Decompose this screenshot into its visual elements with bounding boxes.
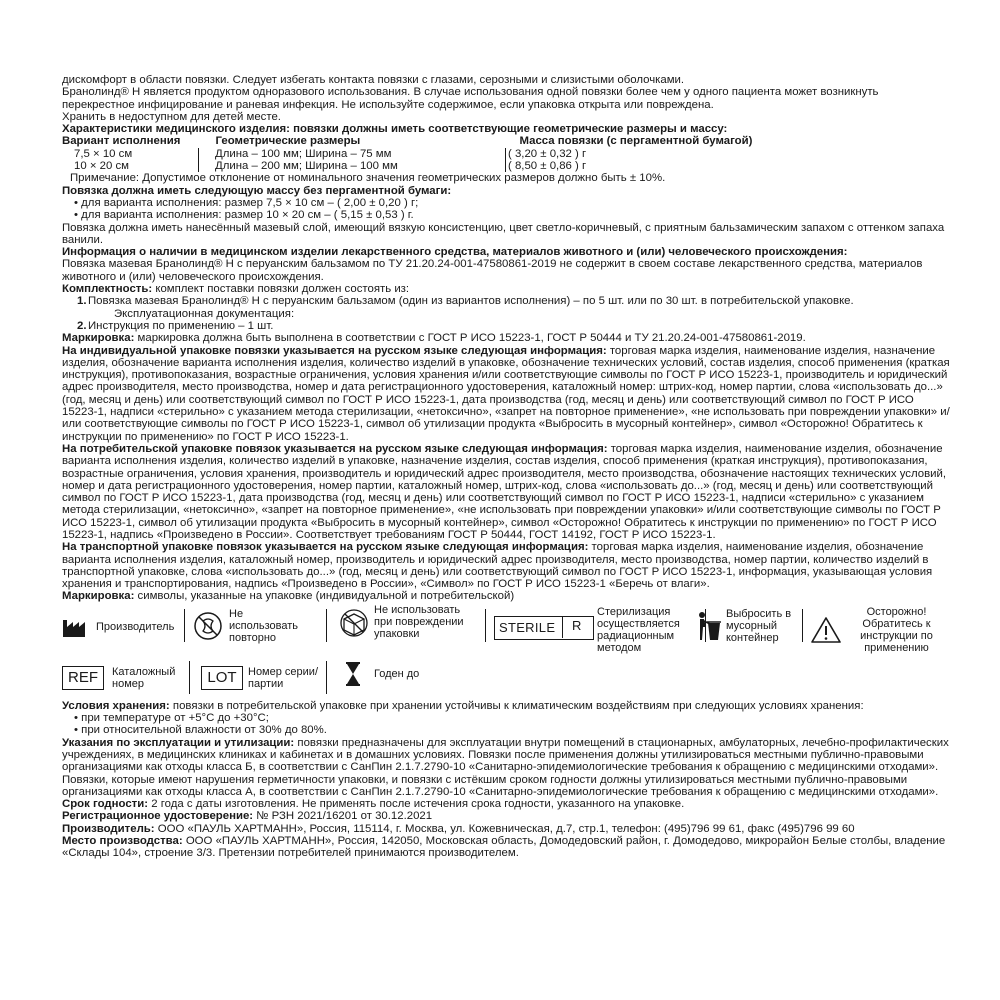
- variant-cell: 7,5 × 10 см: [74, 147, 133, 160]
- transport-pack-paragraph: На транспортной упаковке повязок указывается на русском языке следующая информация: торговая марка изделия, наименование изделия, обозначение варианта исполнения изделия, каталожный номер, производитель и юридический адрес производителя, место производства, номер партии, количество изделий в транспортной упаковке, слова «использовать до...» (год, месяц и день) или соответствующий символ по ГОСТ Р ИСО 15223-1, информация, указывающая условия хранения и транспортирования, надпись «Произведено в России», «Символ» по ГОСТ Р ИСО 15223-1 «Беречь от влаги».: [62, 541, 933, 591]
- symbol-sterilization-label: Стерилизация осуществляется радиационным методом: [597, 605, 680, 654]
- symbol-no-reuse-label: Не использовать повторно: [229, 607, 299, 644]
- list-number: 2.: [77, 319, 87, 332]
- caution-icon: [810, 615, 842, 645]
- consumer-pack-paragraph: На потребительской упаковке повязок указывается на русском языке следующая информация: торговая марка изделия, наименование изделия, обозначение варианта исполнения изделия, количество изделий в упаковке, назначение изделия, состав изделия, способ применения (краткая инструкция), противопоказания, возрастные ограничения, условия хранения, производитель и юридический адрес производителя, место производства, обозначение настоящих технических условий, номер и дата регистрационного удостоверения, номер партии, каталожный номер, штрих-код, слова «использовать до...» (год, месяц и день) или соответствующий символ по ГОСТ Р ИСО 15223-1, дата производства (год, месяц и день) или соответствующий символ по ГОСТ Р ИСО 15223-1, надписи «стерильно» с указанием метода стерилизации, «нетоксично», «запрет на повторное применение», «не использовать при повреждении упаковки» и/или соответствующие символы по ГОСТ Р ИСО 15223-1, символ об утилизации продукта «Выбросить в мусорный контейнер», символ «Осторожно! Обратитесь к инструкции по применению» по ГОСТ Р ИСО 15223-1, надпись «Произведено в России». Соответствует требованиям ГОСТ Р 50444, ГОСТ 14192, ГОСТ Р ИСО 15223-1.: [62, 442, 947, 541]
- storage-item: • при относительной влажности от 30% до 80%.: [74, 724, 327, 737]
- dimensions-cell: Длина – 100 мм; Ширина – 75 мм: [199, 148, 506, 160]
- mass-item: • для варианта исполнения: размер 10 × 20 см – ( 5,15 ± 0,53 ) г.: [74, 209, 414, 222]
- factory-icon: [62, 616, 90, 638]
- symbol-sterile: [494, 616, 594, 640]
- symbols-marking-paragraph: Маркировка: символы, указанные на упаковке (индивидуальной и потребительской): [62, 590, 515, 603]
- list-text: Инструкция по применению – 1 шт.: [88, 319, 274, 332]
- drug-info-heading: Информация о наличии в медицинском изделии лекарственного средства, материалов животного и (или) человеческого происхождения:: [62, 246, 848, 259]
- shelf-life-paragraph: Срок годности: 2 года с даты изготовления. Не применять после истечения срока годности, указанного на упаковке.: [62, 798, 685, 811]
- storage-paragraph: Условия хранения: повязки в потребительской упаковке при хранении устойчивы к климатическим воздействиям при следующих условиях хранения:: [62, 699, 864, 712]
- table-row: [62, 160, 752, 172]
- symbol-caution: [810, 606, 944, 654]
- divider: [485, 609, 486, 642]
- symbol-caution-label: Осторожно! Обратитесь к инструкции по применению: [860, 605, 933, 654]
- header-dimensions: Геометрические размеры: [215, 135, 361, 148]
- hourglass-icon: [344, 660, 362, 688]
- intro-line-1: дискомфорт в области повязки. Следует избегать контакта повязки с глазами, серозными и слизистыми оболочками.: [62, 74, 685, 86]
- symbol-lot-label: Номер серии/партии: [248, 665, 318, 690]
- symbols-legend: [62, 604, 952, 700]
- mass-item: • для варианта исполнения: размер 7,5 × 10 см – ( 2,00 ± 0,20 ) г;: [74, 196, 419, 209]
- usage-paragraph: Указания по эксплуатации и утилизации: повязки предназначены для эксплуатации внутри помещений в стационарных, амбулаторных, лечебно-профилактических учреждениях, в медицинских клиниках и кабинетах и в домашних условиях. Повязки после применения должны утилизироваться местными публично-правовыми организациями как отходы класса Б, в соответствии с СанПин 2.1.7.2790-10 «Санитарно-эпидемиологические требования к обращению с медицинскими отходами». Повязки, которые имеют нарушения герметичности упаковки, и повязки с истёкшим сроком годности должны утилизироваться местными публично-правовыми организациями как отходы класса А, в соответствии с СанПин 2.1.7.2790-10 «Санитарно-эпидемиологические требования к обращению с медицинскими отходами».: [62, 736, 949, 798]
- variants-table: [62, 135, 752, 172]
- variants-table-header: [62, 135, 752, 147]
- storage-item: • при температуре от +5°C до +30°C;: [74, 712, 269, 725]
- divider: [189, 661, 190, 694]
- production-site-paragraph: Место производства: ООО «ПАУЛЬ ХАРТМАНН», Россия, 142050, Московская область, Домодедовский район, г. Домодедово, микрорайон Белые столбы, владение «Склады 104», строение 3/3. Претензии потребителей принимаются производителем.: [62, 835, 946, 860]
- instruction-document: [62, 74, 952, 860]
- characteristics-note: Примечание: Допустимое отклонение от номинального значения геометрических размеров должно быть ± 10%.: [70, 172, 666, 185]
- symbol-ref-label: Каталожный номер: [112, 665, 176, 690]
- registration-paragraph: Регистрационное удостоверение: № РЗН 2021/16201 от 30.12.2021: [62, 810, 433, 823]
- mass-cell: ( 3,20 ± 0,32 ) г: [506, 148, 753, 160]
- divider: [802, 609, 803, 642]
- marking-paragraph: Маркировка: маркировка должна быть выполнена в соответствии с ГОСТ Р ИСО 15223-1, ГОСТ Р 50444 и ТУ 21.20.24-001-47580861-2019.: [62, 332, 806, 345]
- divider: [326, 661, 327, 694]
- symbol-no-reuse: [193, 608, 309, 644]
- intro-line-2: Бранолинд® Н является продуктом одноразового использования. В случае использования одной повязки более чем у одного пациента может возникнуть перекрестное инфицирование и раневая инфекция. Не используйте содержимое, если упаковка открыта или повреждена.: [62, 86, 879, 111]
- variant-cell: 10 × 20 см: [74, 160, 130, 173]
- drug-info-text: Повязка мазевая Бранолинд® Н с перуанским бальзамом по ТУ 21.20.24-001-47580861-2019 не содержит в своем составе лекарственного средства, материалов животного и (или) человеческого происхождения.: [62, 258, 923, 283]
- sterile-text: STERILE: [499, 619, 556, 635]
- characteristics-heading: Характеристики медицинского изделия: повязки должны иметь соответствующие геометрические размеры и массу:: [62, 123, 728, 136]
- divider: [184, 609, 185, 642]
- symbol-dispose-label: Выбросить в мусорный контейнер: [726, 607, 792, 644]
- table-row: [62, 148, 752, 160]
- intro-line-3: Хранить в недоступном для детей месте.: [62, 110, 281, 123]
- completeness-paragraph: Комплектность: комплект поставки повязки должен состоять из:: [62, 283, 410, 296]
- symbol-manufacturer-label: Производитель: [96, 620, 175, 633]
- symbol-sterilization: [597, 606, 697, 654]
- symbol-damaged-pack: [339, 604, 474, 640]
- damaged-package-icon: [339, 607, 369, 637]
- symbol-damaged-pack-label: Не использовать при повреждении упаковки: [374, 603, 464, 640]
- list-subtext: Эксплуатационная документация:: [114, 307, 295, 320]
- list-item: [62, 295, 952, 320]
- trash-bin-icon: [693, 610, 723, 642]
- mass-heading: Повязка должна иметь следующую массу без пергаментной бумаги:: [62, 184, 452, 197]
- symbol-dispose: [693, 608, 806, 644]
- symbol-lot: [201, 666, 323, 690]
- ref-box: REF: [62, 666, 104, 690]
- lot-box: LOT: [201, 666, 243, 690]
- symbol-expiry-label: Годен до: [374, 667, 420, 680]
- sterile-r-text: R: [572, 617, 582, 633]
- list-number: 1.: [77, 295, 87, 308]
- header-variant: Вариант исполнения: [62, 135, 181, 148]
- header-mass: Масса повязки (с пергаментной бумагой): [519, 135, 753, 148]
- symbol-expiry: [344, 660, 419, 688]
- divider: [326, 609, 327, 642]
- dimensions-cell: Длина – 200 мм; Ширина – 100 мм: [199, 160, 506, 172]
- symbol-manufacturer: [62, 616, 174, 638]
- list-item: [62, 320, 952, 332]
- list-text: Повязка мазевая Бранолинд® Н с перуанским бальзамом (один из вариантов исполнения) – по 5 шт. или по 30 шт. в потребительской упаковке.: [88, 295, 854, 308]
- ointment-layer-text: Повязка должна иметь нанесённый мазевый слой, имеющий вязкую консистенцию, цвет светло-коричневый, с приятным бальзамическим запахом с оттенком запаха ванили.: [62, 221, 945, 246]
- symbol-ref: [62, 666, 184, 690]
- mass-cell: ( 8,50 ± 0,86 ) г: [506, 160, 753, 172]
- individual-pack-paragraph: На индивидуальной упаковке повязки указывается на русском языке следующая информация: торговая марка изделия, наименование изделия, назначение изделия, обозначение варианта исполнения изделия, количество изделий в упаковке, обозначение технических условий, состав изделия, способ применения (краткая инструкция), противопоказания, возрастные ограничения, условия хранения и/или соответствующие символы по ГОСТ Р ИСО 15223-1, производитель и юридический адрес производителя, место производства, номер и дата регистрационного удостоверения, каталожный номер: штрих-код, номер партии, слова «использовать до...» (год, месяц и день) или соответствующий символ по ГОСТ Р ИСО 15223-1, дата производства (год, месяц и день) или соответствующий символ по ГОСТ Р ИСО 15223-1, надписи «стерильно» с указанием метода стерилизации, «нетоксично», «запрет на повторное применение», «не использовать при повреждении упаковки» и/или соответствующие символы по ГОСТ Р ИСО 15223-1, символ об утилизации продукта «Выбросить в мусорный контейнер», символ «Осторожно! Обратитесь к инструкции по применению» по ГОСТ Р ИСО 15223-1.: [62, 344, 950, 443]
- no-reuse-icon: [193, 611, 223, 641]
- manufacturer-paragraph: Производитель: ООО «ПАУЛЬ ХАРТМАНН», Россия, 115114, г. Москва, ул. Кожевническая, д.7, стр.1, телефон: (495)796 99 61, факс (495)796 99 60: [62, 822, 855, 835]
